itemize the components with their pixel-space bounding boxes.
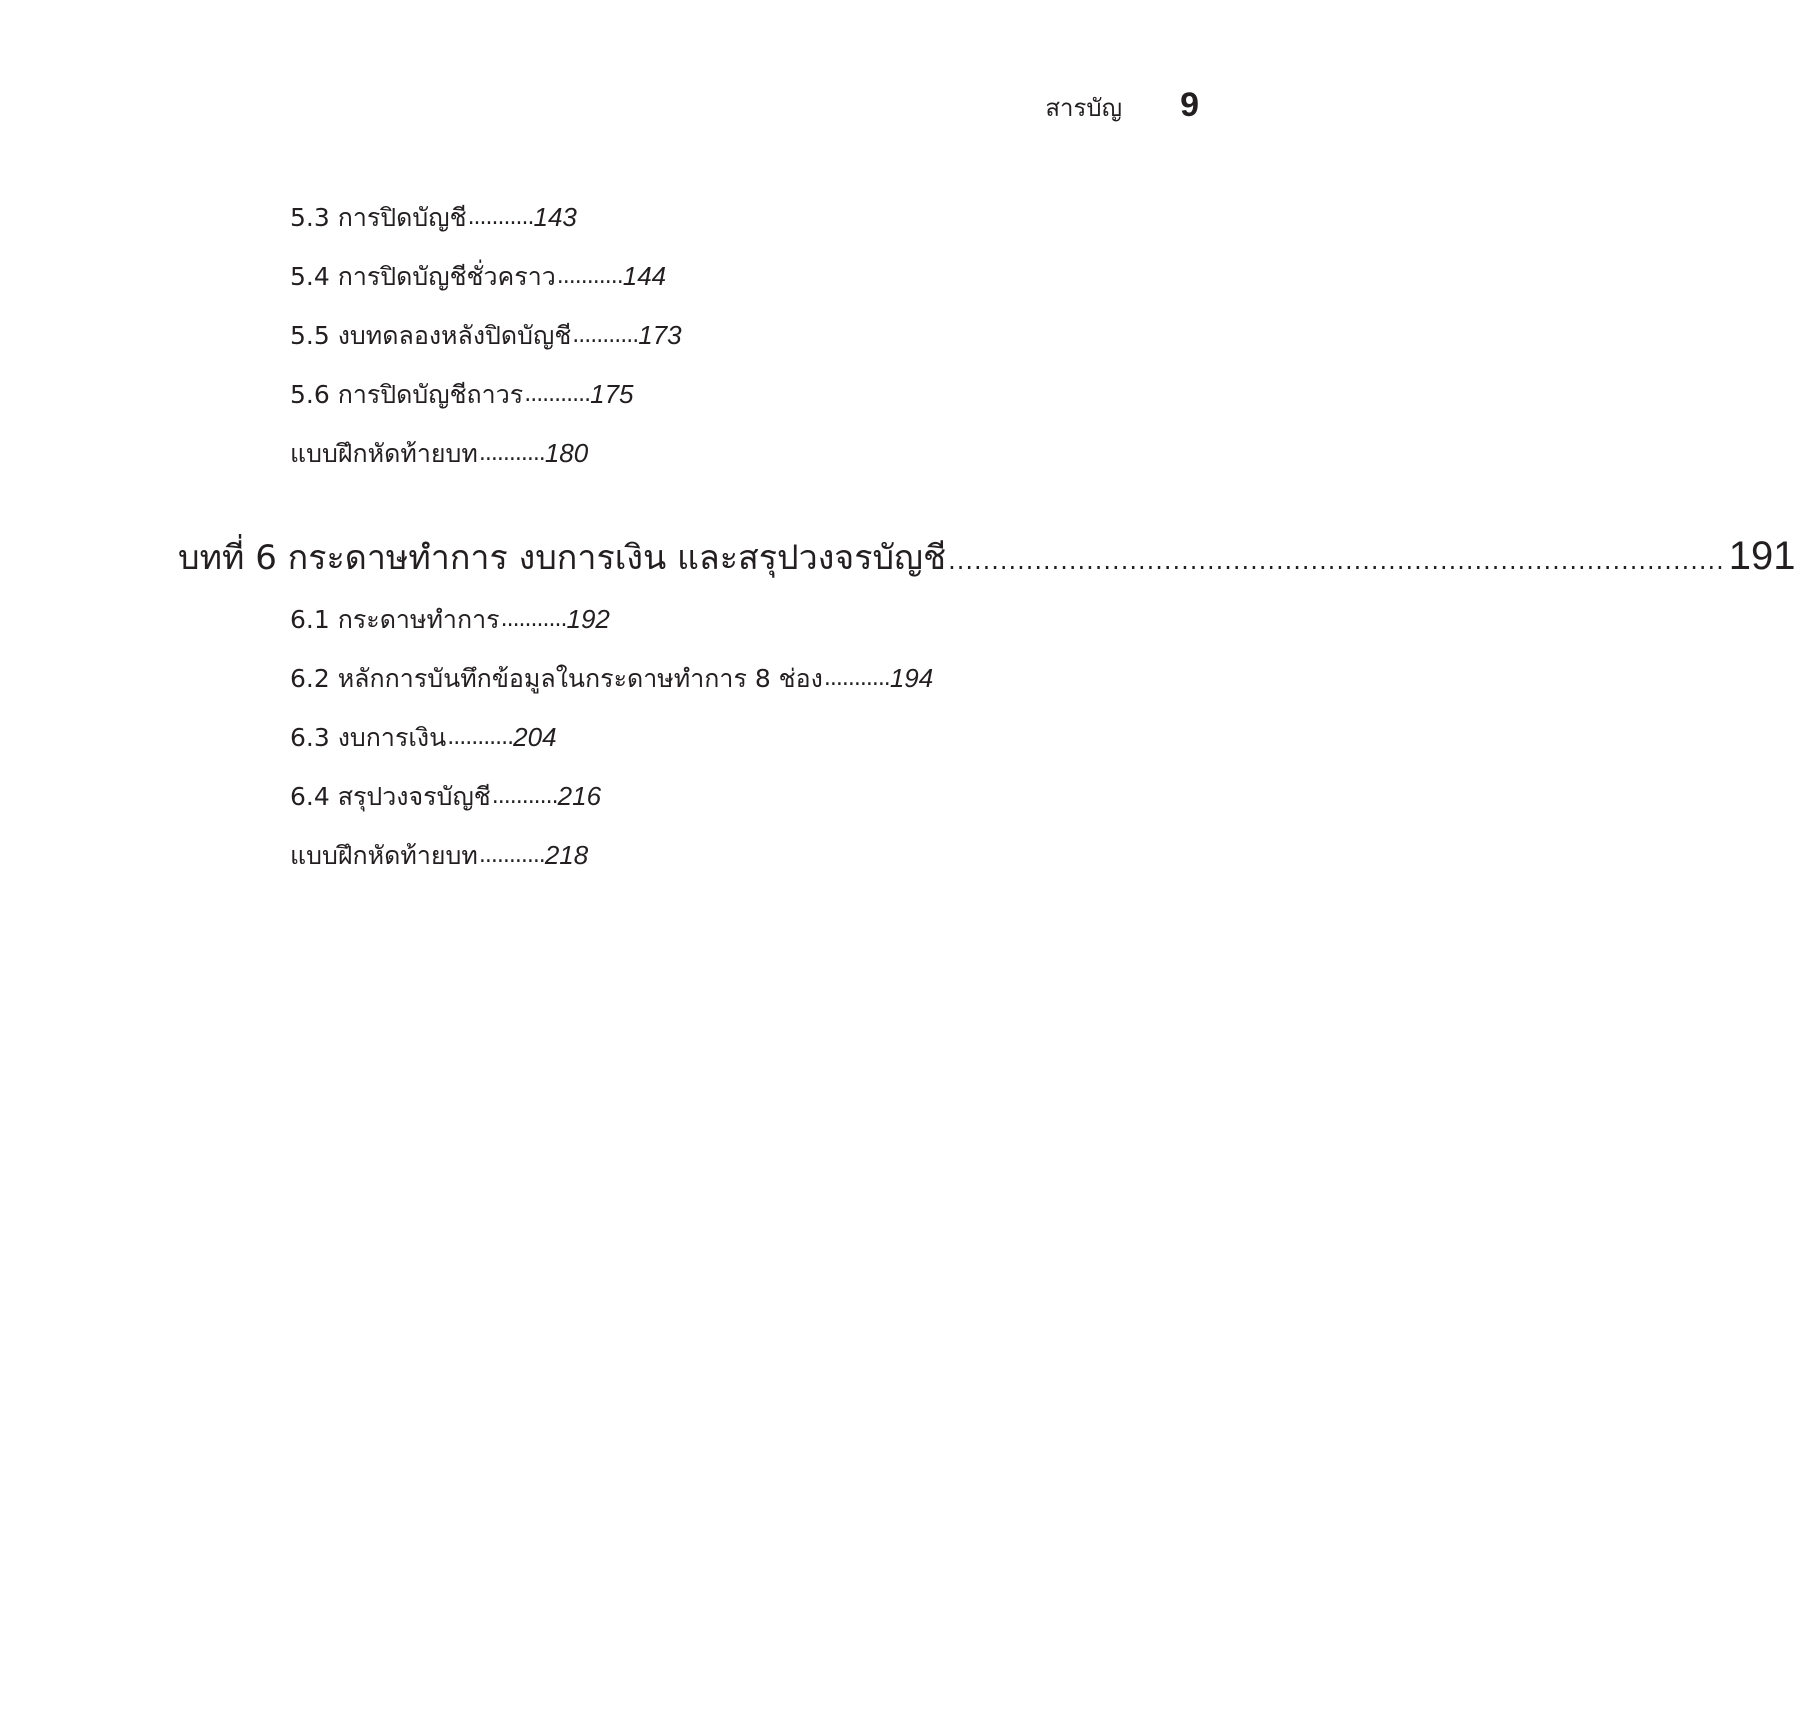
toc-leader-dots: ........... — [823, 666, 890, 691]
toc-entry-6-1[interactable] — [290, 590, 933, 649]
toc-entry-5-5[interactable] — [290, 306, 682, 365]
toc-leader-dots: ........... — [556, 264, 623, 289]
toc-entry-5-3[interactable] — [290, 188, 682, 247]
toc-entry-page: 180 — [544, 438, 589, 468]
toc-entry-6-4[interactable] — [290, 767, 933, 826]
toc-entry-title: 5.4 การปิดบัญชีชั่วคราว — [290, 261, 556, 291]
toc-entry-5-6[interactable] — [290, 365, 682, 424]
toc-entry-page: 218 — [544, 840, 589, 870]
toc-leader-dots: ........... — [478, 843, 545, 868]
toc-chapter-6-heading[interactable] — [178, 530, 1795, 584]
toc-entry-title: 6.4 สรุปวงจรบัญชี — [290, 781, 491, 811]
toc-entry-title: 5.6 การปิดบัญชีถาวร — [290, 379, 524, 409]
running-header-section: สารบัญ — [1045, 94, 1123, 122]
toc-entry-title: 6.2 หลักการบันทึกข้อมูลในกระดาษทำการ 8 ช่อง — [290, 663, 823, 693]
toc-entry-6-3[interactable] — [290, 708, 933, 767]
toc-entry-5-exercises[interactable] — [290, 424, 682, 483]
page-header — [1045, 86, 1199, 127]
toc-entry-page: 143 — [533, 202, 577, 232]
toc-entry-title: 5.5 งบทดลองหลังปิดบัญชี — [290, 320, 572, 350]
toc-entry-6-exercises[interactable] — [290, 826, 933, 885]
toc-entry-title: 5.3 การปิดบัญชี — [290, 202, 467, 232]
page-number: 9 — [1180, 86, 1199, 124]
toc-entry-5-4[interactable] — [290, 247, 682, 306]
toc-entry-title: แบบฝึกหัดท้ายบท — [290, 438, 478, 468]
toc-leader-dots: ........... — [478, 441, 545, 466]
toc-leader-dots: ........... — [572, 323, 639, 348]
toc-leader-dots: .......................................................................................... — [948, 547, 1725, 575]
toc-entry-page: 194 — [889, 663, 934, 693]
toc-leader-dots: ........... — [500, 607, 567, 632]
toc-leader-dots: ........... — [491, 784, 558, 809]
toc-leader-dots: ........... — [524, 382, 591, 407]
toc-entry-page: 216 — [557, 781, 602, 811]
chapter-6-entry-list — [290, 590, 933, 885]
toc-entry-title: 6.3 งบการเงิน — [290, 722, 447, 752]
toc-entry-6-2[interactable] — [290, 649, 933, 708]
toc-entry-page: 175 — [590, 379, 634, 409]
chapter-title: บทที่ 6 กระดาษทำการ งบการเงิน และสรุปวงจรบัญชี — [178, 538, 947, 578]
toc-entry-page: 173 — [638, 320, 682, 350]
toc-entry-page: 192 — [566, 604, 610, 634]
toc-leader-dots: ........... — [467, 205, 534, 230]
toc-leader-dots: ........... — [447, 725, 514, 750]
chapter-page: 191 — [1728, 534, 1795, 578]
toc-entry-page: 144 — [622, 261, 667, 291]
chapter-5-entry-list — [290, 188, 682, 483]
toc-entry-page: 204 — [513, 722, 557, 752]
toc-entry-title: แบบฝึกหัดท้ายบท — [290, 840, 478, 870]
toc-entry-title: 6.1 กระดาษทำการ — [290, 604, 500, 634]
